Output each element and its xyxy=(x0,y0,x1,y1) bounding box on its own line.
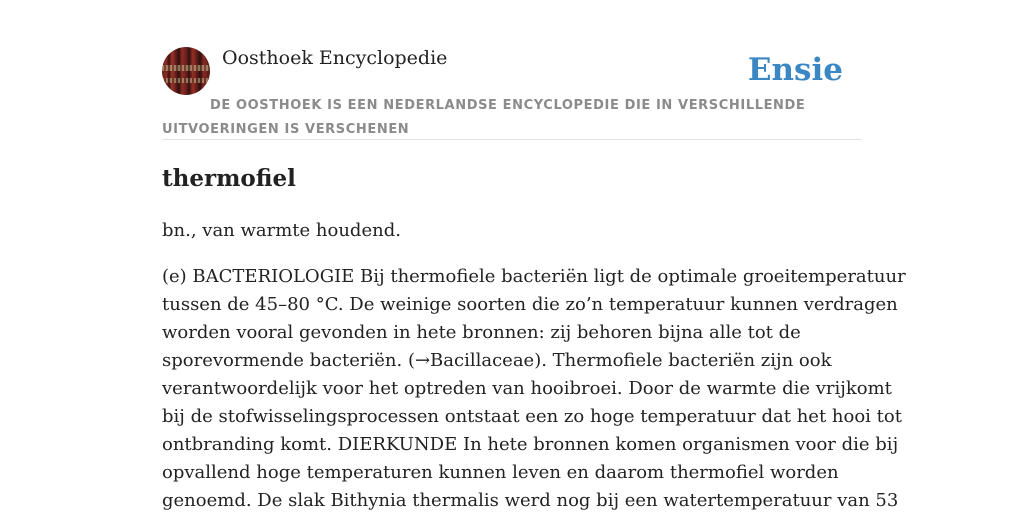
article-title: thermofiel xyxy=(162,165,296,192)
article-body-line: sporevormende bacteriën. (→Bacillaceae). Thermofiele bacteriën zijn ook xyxy=(162,350,832,371)
brand-logo[interactable]: Ensie xyxy=(747,52,843,88)
site-avatar[interactable] xyxy=(162,47,210,95)
article-body-line: verantwoordelijk voor het optreden van hooibroei. Door de warmte die vrijkomt xyxy=(162,378,892,399)
article-body-line: ontbranding komt. DIERKUNDE In hete bronnen komen organismen voor die bij xyxy=(162,434,899,455)
article-body-line: bij de stofwisselingsprocessen ontstaat een zo hoge temperatuur dat het hooi tot xyxy=(162,406,902,427)
article-body-line: tussen de 45–80 °C. De weinige soorten die zo’n temperatuur kunnen verdragen xyxy=(162,294,898,315)
article-body-line: (e) BACTERIOLOGIE Bij thermofiele bacteriën ligt de optimale groeitemperatuur xyxy=(162,266,906,287)
article-body-line: worden vooral gevonden in hete bronnen: zij behoren bijna alle tot de xyxy=(162,322,801,343)
site-description: DE OOSTHOEK IS EEN NEDERLANDSE ENCYCLOPEDIE DIE IN VERSCHILLENDE UITVOERINGEN IS VERSCHENEN xyxy=(162,98,806,137)
article-body-line: genoemd. De slak Bithynia thermalis werd nog bij een watertemperatuur van 53 xyxy=(162,490,899,511)
page-container xyxy=(162,0,906,512)
site-title[interactable]: Oosthoek Encyclopedie xyxy=(222,47,448,69)
site-header xyxy=(162,46,862,140)
article-body-line: opvallend hoge temperaturen kunnen leven en daarom thermofiel worden xyxy=(162,462,839,483)
article-definition: bn., van warmte houdend. xyxy=(162,220,401,241)
article-body xyxy=(162,263,906,512)
